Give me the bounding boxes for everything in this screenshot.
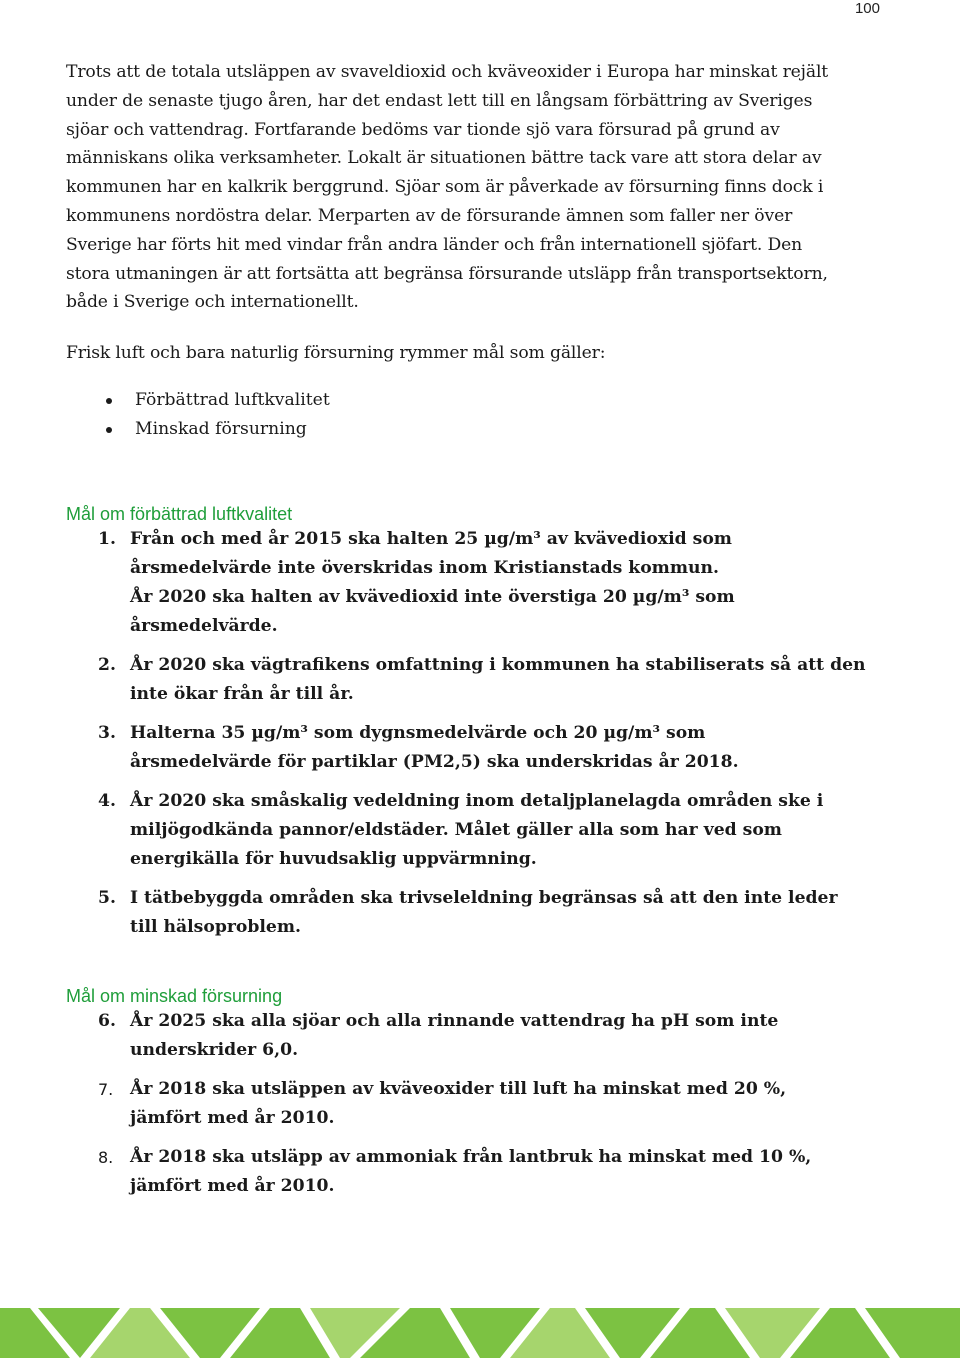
bullet-item — [66, 415, 886, 444]
goal-line: jämfört med år 2010. — [130, 1175, 335, 1196]
goal-line: miljögodkända pannor/eldstäder. Målet gäller alla som har ved som — [130, 819, 782, 840]
goal-line: årsmedelvärde för partiklar (PM2,5) ska underskridas år 2018. — [130, 751, 739, 772]
goal-number: 2. — [98, 654, 116, 675]
bullet-text: Förbättrad luftkvalitet — [135, 389, 330, 410]
paragraph-line: Trots att de totala utsläppen av svaveldioxid och kväveoxider i Europa har minskat rejält — [66, 62, 829, 82]
goal-line: Från och med år 2015 ska halten 25 µg/m³ av kvävedioxid som — [130, 528, 732, 549]
paragraph-line: både i Sverige och internationellt. — [66, 292, 359, 313]
document-body — [66, 58, 886, 1211]
goal-line: energikälla för huvudsaklig uppvärmning. — [130, 848, 537, 869]
goal-number: 1. — [98, 528, 116, 549]
goal-item — [66, 1143, 886, 1201]
goal-line: År 2025 ska alla sjöar och alla rinnande vattendrag ha pH som inte — [130, 1010, 779, 1031]
decorative-footer-band — [0, 1306, 960, 1360]
goal-number: 7. — [98, 1079, 114, 1099]
paragraph-line: sjöar och vattendrag. Fortfarande bedöms var tionde sjö vara försurad på grund av — [66, 119, 780, 140]
goal-item — [66, 1075, 886, 1133]
bullet-dot-icon — [106, 398, 112, 404]
goal-line: År 2020 ska småskalig vedeldning inom detaljplanelagda områden ske i — [130, 790, 824, 811]
paragraph-line: människans olika verksamheter. Lokalt är situationen bättre tack vare att stora delar av — [66, 148, 822, 169]
intro-paragraph — [66, 58, 886, 317]
goal-line: inte ökar från år till år. — [130, 683, 354, 704]
bullet-list — [66, 386, 886, 444]
goal-item — [66, 884, 886, 942]
goal-line: årsmedelvärde inte överskridas inom Kristianstads kommun. — [130, 557, 720, 578]
goals-intro: Frisk luft och bara naturlig försurning rymmer mål som gäller: — [66, 343, 606, 364]
goal-number: 6. — [98, 1010, 116, 1031]
paragraph-line: kommunen har en kalkrik berggrund. Sjöar som är påverkade av försurning finns dock i — [66, 177, 824, 198]
bullet-dot-icon — [106, 427, 112, 433]
page-number: 100 — [854, 0, 880, 17]
goal-line: Halterna 35 µg/m³ som dygnsmedelvärde och 20 µg/m³ som — [130, 722, 706, 743]
goal-item — [66, 1007, 886, 1065]
goal-number: 4. — [98, 790, 116, 811]
goal-item — [66, 651, 886, 709]
goal-list-air-quality — [66, 525, 886, 942]
goal-line: underskrider 6,0. — [130, 1039, 299, 1060]
goal-item — [66, 525, 886, 641]
goal-item — [66, 719, 886, 777]
bullet-text: Minskad försurning — [135, 418, 307, 439]
goal-number: 3. — [98, 722, 116, 743]
goal-line: År 2018 ska utsläpp av ammoniak från lantbruk ha minskat med 10 %, — [130, 1146, 812, 1167]
paragraph-line: Sverige har förts hit med vindar från andra länder och från internationell sjöfart. Den — [66, 234, 803, 255]
section-heading-air-quality: Mål om förbättrad luftkvalitet — [66, 503, 293, 524]
goal-line: till hälsoproblem. — [130, 916, 302, 937]
paragraph-line: stora utmaningen är att fortsätta att begränsa försurande utsläpp från transportsektorn, — [66, 263, 828, 284]
goal-line: År 2018 ska utsläppen av kväveoxider till luft ha minskat med 20 %, — [130, 1078, 787, 1099]
goal-list-acidification — [66, 1007, 886, 1201]
paragraph-line: kommunens nordöstra delar. Merparten av de försurande ämnen som faller ner över — [66, 205, 793, 226]
goal-line: jämfört med år 2010. — [130, 1107, 335, 1128]
goal-line: årsmedelvärde. — [130, 615, 278, 636]
section-heading-acidification: Mål om minskad försurning — [66, 985, 283, 1006]
goal-number: 5. — [98, 887, 116, 908]
bullet-item — [66, 386, 886, 415]
goal-number: 8. — [98, 1147, 114, 1167]
footer-pattern — [0, 1308, 960, 1358]
paragraph-line: under de senaste tjugo åren, har det endast lett till en långsam förbättring av Sveriges — [66, 90, 813, 111]
goal-line: År 2020 ska halten av kvävedioxid inte överstiga 20 µg/m³ som — [130, 586, 735, 607]
goal-line: I tätbebyggda områden ska trivseleldning begränsas så att den inte leder — [130, 887, 838, 908]
goal-item — [66, 787, 886, 874]
goal-line: År 2020 ska vägtrafikens omfattning i kommunen ha stabiliserats så att den — [130, 654, 866, 675]
